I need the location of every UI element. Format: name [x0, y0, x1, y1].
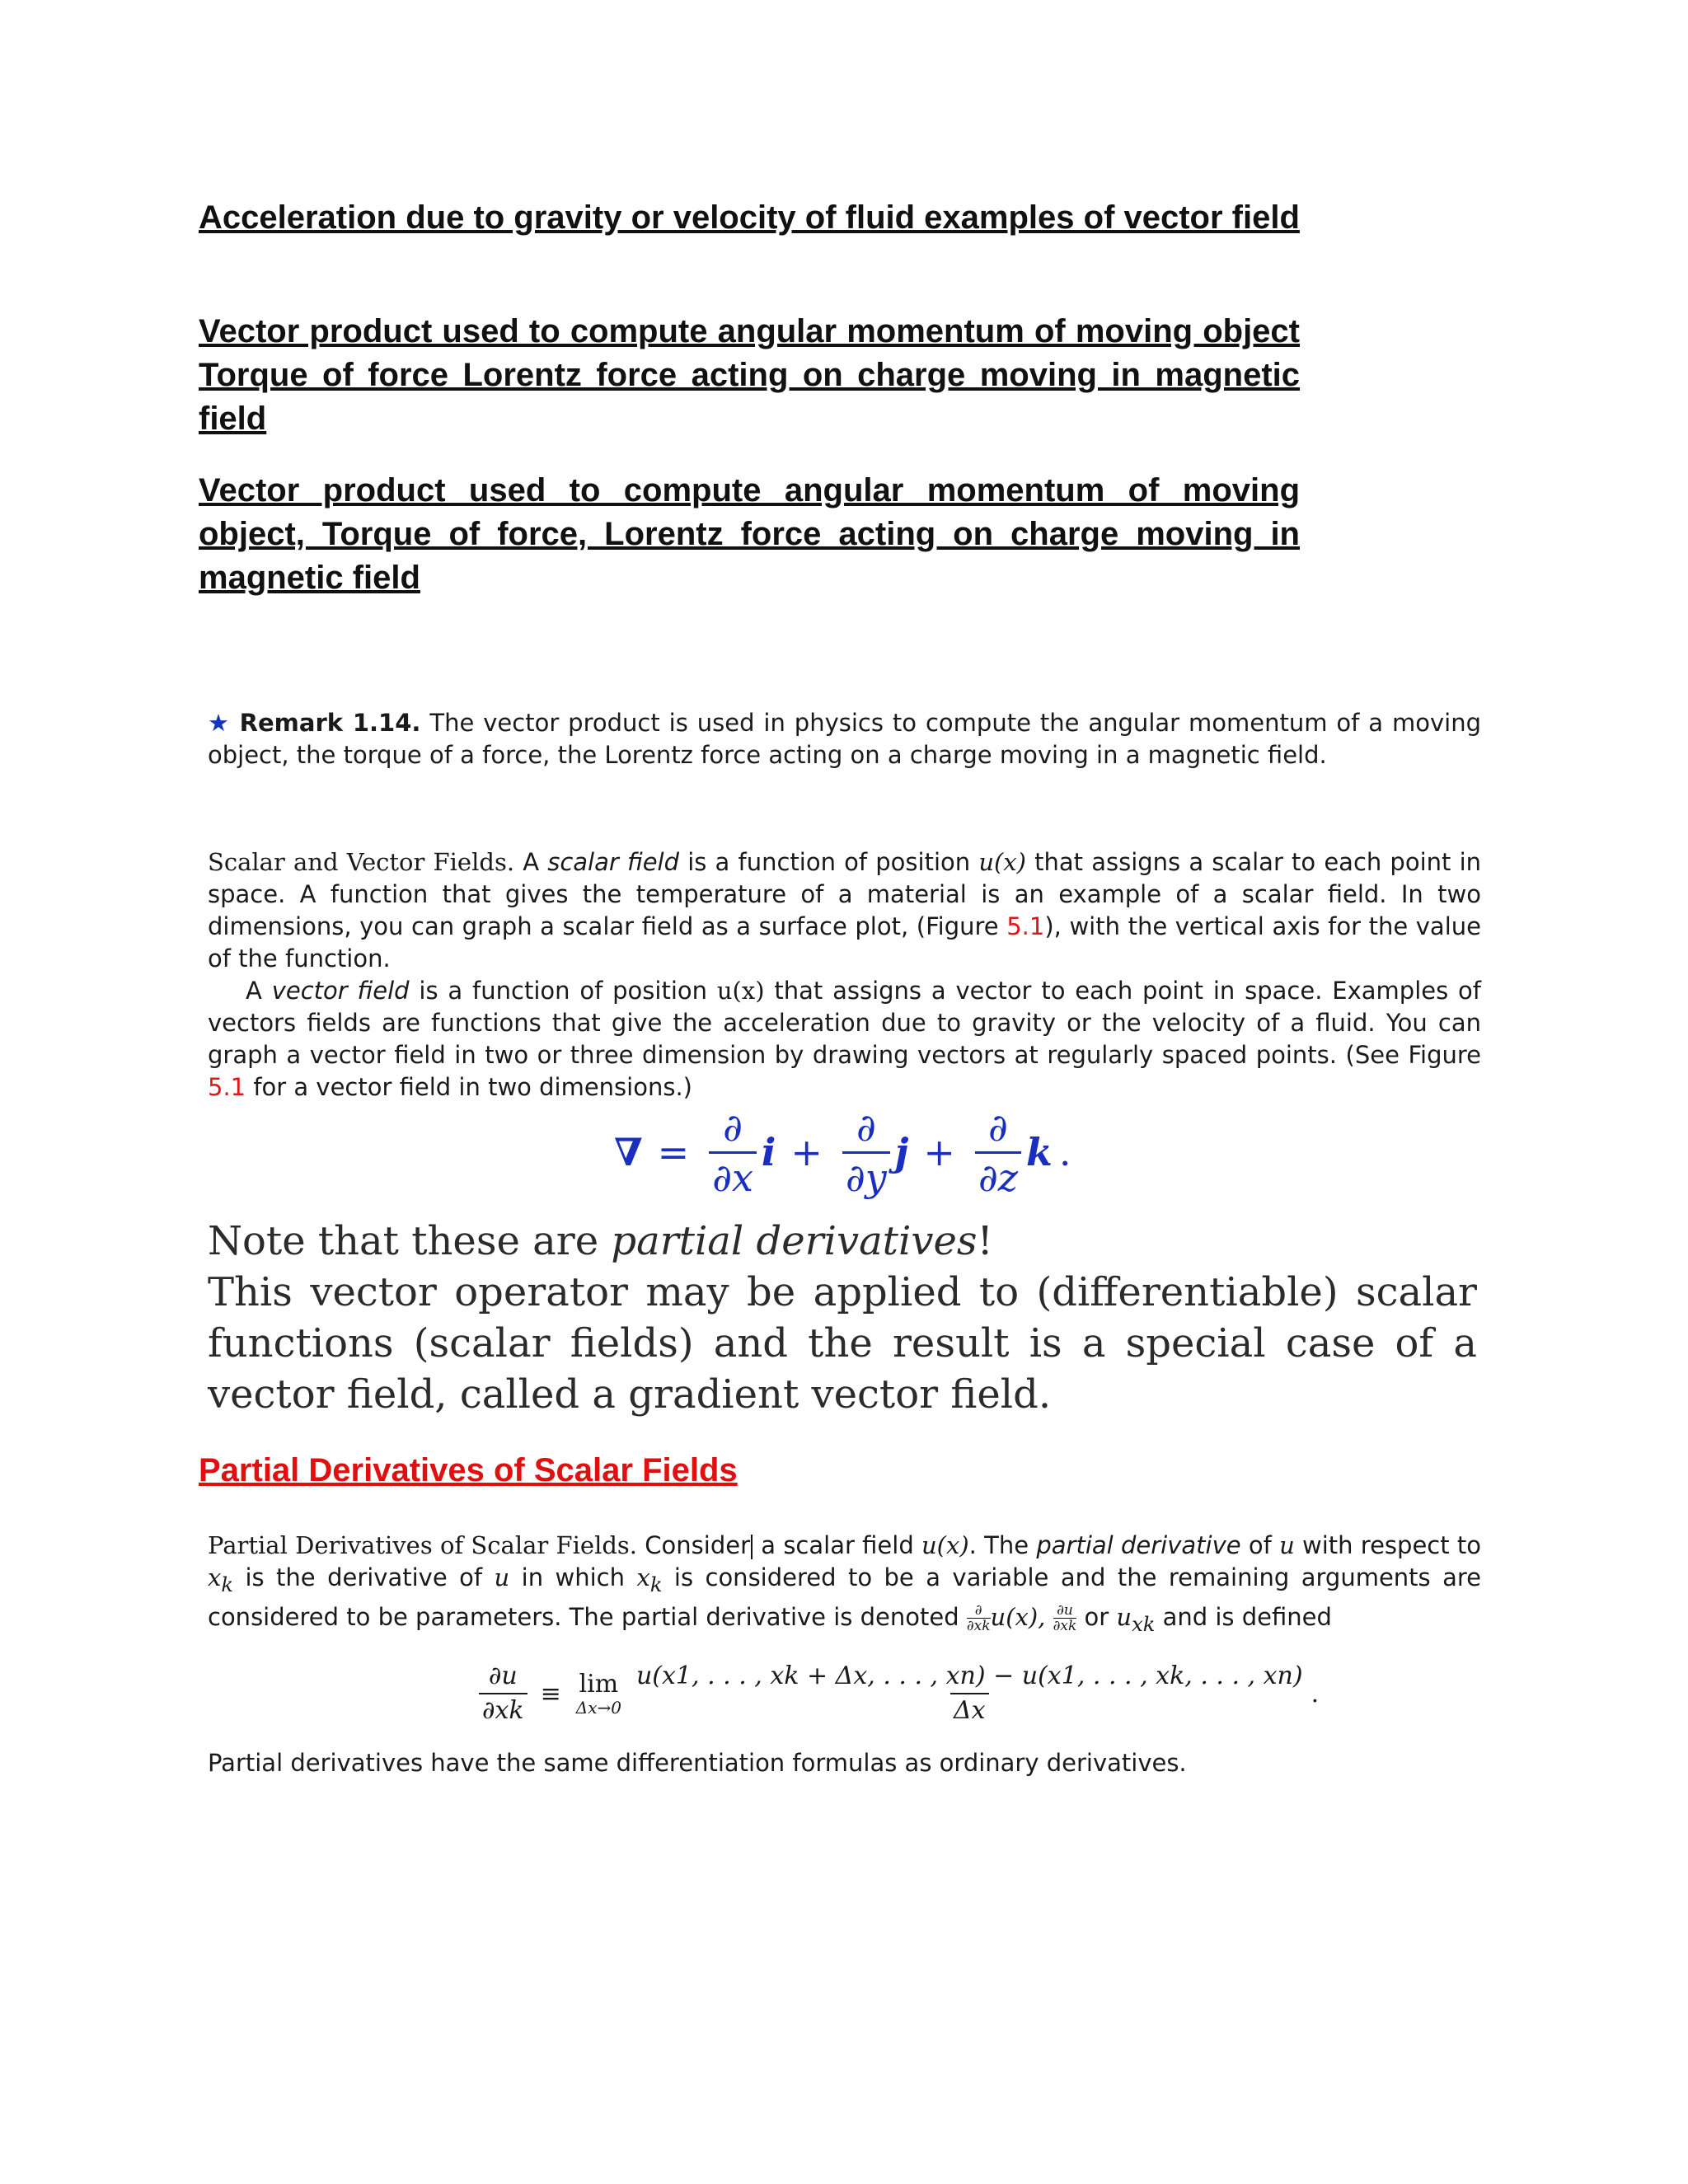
- text: a scalar field: [753, 1531, 921, 1559]
- numerator: ∂: [723, 1104, 743, 1150]
- remark-snippet: [208, 707, 1481, 771]
- plus-sign: +: [790, 1130, 823, 1174]
- lim-label: lim: [579, 1670, 619, 1699]
- period: .: [1058, 1130, 1071, 1174]
- partial-snippet: [208, 1530, 1481, 1641]
- fraction-d-dz: [975, 1104, 1021, 1202]
- math-sub-k: k: [221, 1572, 233, 1596]
- unit-vector-j: j: [894, 1130, 909, 1174]
- small-fraction: [1053, 1603, 1077, 1633]
- text: is a function of position: [679, 848, 979, 876]
- denominator: Δx: [950, 1693, 989, 1727]
- partial-derivatives-term: partial derivatives: [611, 1218, 978, 1264]
- equiv-sign: ≡: [540, 1679, 561, 1708]
- text: is a function of position: [409, 977, 717, 1005]
- math-ux: u(x),: [990, 1602, 1053, 1631]
- text: of: [1240, 1531, 1280, 1559]
- partial-derivative-term: partial derivative: [1036, 1531, 1241, 1559]
- numerator: ∂: [988, 1104, 1008, 1150]
- numerator: ∂u: [1057, 1602, 1073, 1619]
- gradient-note: [208, 1216, 1477, 1420]
- period: .: [1311, 1679, 1320, 1708]
- partial-title: Partial Derivatives of Scalar Fields.: [208, 1531, 638, 1559]
- text: . The: [968, 1531, 1037, 1559]
- equals-sign: =: [657, 1130, 690, 1174]
- text: for a vector field in two dimensions.): [246, 1073, 692, 1101]
- math-sub-xk: xk: [1132, 1612, 1156, 1636]
- text: or: [1076, 1602, 1117, 1631]
- figure-ref-link[interactable]: 5.1: [208, 1073, 246, 1101]
- math-u: u: [494, 1563, 510, 1591]
- heading-vector-product-2: Vector product used to compute angular momentum of moving object, Torque of force, Lorentz force acting on charge moving in magnetic field: [199, 472, 1300, 596]
- unit-vector-k: k: [1025, 1130, 1053, 1174]
- numerator: u(x1, . . . , xk + Δx, . . . , xn) − u(x1, . . . , xk, . . . , xn): [635, 1661, 1303, 1690]
- scalar-field-term: scalar field: [547, 848, 680, 876]
- limit-operator: [576, 1671, 621, 1717]
- math-x: x: [636, 1563, 650, 1591]
- text: A: [514, 848, 548, 876]
- text: Consider: [637, 1531, 751, 1559]
- math-ux: u(x): [921, 1531, 969, 1559]
- gradient-note-body: This vector operator may be applied to (differentiable) scalar functions (scalar fields) and the result is a special case of a vector field, called a gradient vector field.: [208, 1269, 1477, 1418]
- text: with respect to: [1294, 1531, 1481, 1559]
- text: A: [246, 977, 272, 1005]
- partial-footer: [208, 1747, 1481, 1779]
- difference-quotient: [633, 1660, 1306, 1727]
- partial-footer-text: Partial derivatives have the same differentiation formulas as ordinary derivatives.: [208, 1749, 1187, 1777]
- text: in which: [509, 1563, 637, 1591]
- denominator: ∂xk: [479, 1693, 528, 1727]
- denominator: ∂y: [842, 1151, 890, 1202]
- text: and is defined: [1155, 1602, 1332, 1631]
- denominator: ∂xk: [966, 1618, 991, 1635]
- vector-field-term: vector field: [271, 977, 410, 1005]
- heading-vector-field-examples: Acceleration due to gravity or velocity of fluid examples of vector field: [199, 199, 1300, 236]
- heading-partial-derivatives: Partial Derivatives of Scalar Fields: [199, 1452, 738, 1488]
- text: ), with the vertical axis for the value of the function.: [208, 912, 1481, 972]
- numerator: ∂: [856, 1104, 876, 1150]
- denominator: ∂z: [975, 1151, 1021, 1202]
- numerator: ∂: [974, 1602, 982, 1619]
- fraction-du-dxk: [479, 1660, 528, 1727]
- fraction-d-dy: [842, 1104, 890, 1202]
- fraction-d-dx: [709, 1104, 757, 1202]
- nabla-symbol: ∇: [614, 1130, 643, 1174]
- text: that assigns a vector to each point in space. Examples of vectors fields are functions that give the acceleration due to gravity or the velocity of a fluid. You can graph a vector field in two or three dimension by drawing vectors at regularly spaced points. (See Figure: [208, 977, 1481, 1069]
- plus-sign: +: [923, 1130, 955, 1174]
- math-u: u: [1279, 1531, 1295, 1559]
- remark-text: The vector product is used in physics to compute the angular momentum of a moving object, the torque of a force, the Lorentz force acting on a charge moving in a magnetic field.: [208, 709, 1482, 769]
- lim-subscript: Δx→0: [575, 1698, 621, 1718]
- text: is the derivative of: [233, 1563, 495, 1591]
- text: that assigns a scalar to each point in space. A function that gives the temperature of a material is an example of a scalar field. In two dimensions, you can graph a scalar field as a surface plot, (Figure: [208, 848, 1482, 940]
- math-ux-bold: u(x): [716, 977, 765, 1005]
- fields-title: Scalar and Vector Fields.: [208, 848, 515, 876]
- small-fraction: [967, 1603, 991, 1633]
- figure-ref-link[interactable]: 5.1: [1006, 912, 1045, 940]
- math-ux: u(x): [978, 848, 1026, 876]
- math-sub-k: k: [649, 1572, 663, 1596]
- fields-snippet: [208, 846, 1481, 1104]
- numerator: ∂u: [488, 1661, 518, 1690]
- unit-vector-i: i: [761, 1130, 776, 1174]
- text: !: [977, 1218, 993, 1264]
- math-u: u: [1116, 1602, 1132, 1631]
- star-icon: ★: [208, 709, 231, 737]
- denominator: ∂xk: [1053, 1618, 1077, 1635]
- remark-label: Remark 1.14.: [239, 709, 421, 737]
- text: is considered to be a variable and the remaining arguments are considered to be parameters. The partial derivative is denoted: [208, 1563, 1482, 1631]
- heading-vector-product-1: Vector product used to compute angular momentum of moving object Torque of force Lorentz force acting on charge moving in magnetic field: [199, 313, 1300, 437]
- text-cursor: [751, 1535, 753, 1559]
- text: Note that these are: [208, 1218, 612, 1264]
- math-x: x: [208, 1563, 222, 1591]
- partial-derivative-definition: [474, 1652, 1319, 1735]
- denominator: ∂x: [709, 1151, 757, 1202]
- nabla-equation: [614, 1094, 1071, 1210]
